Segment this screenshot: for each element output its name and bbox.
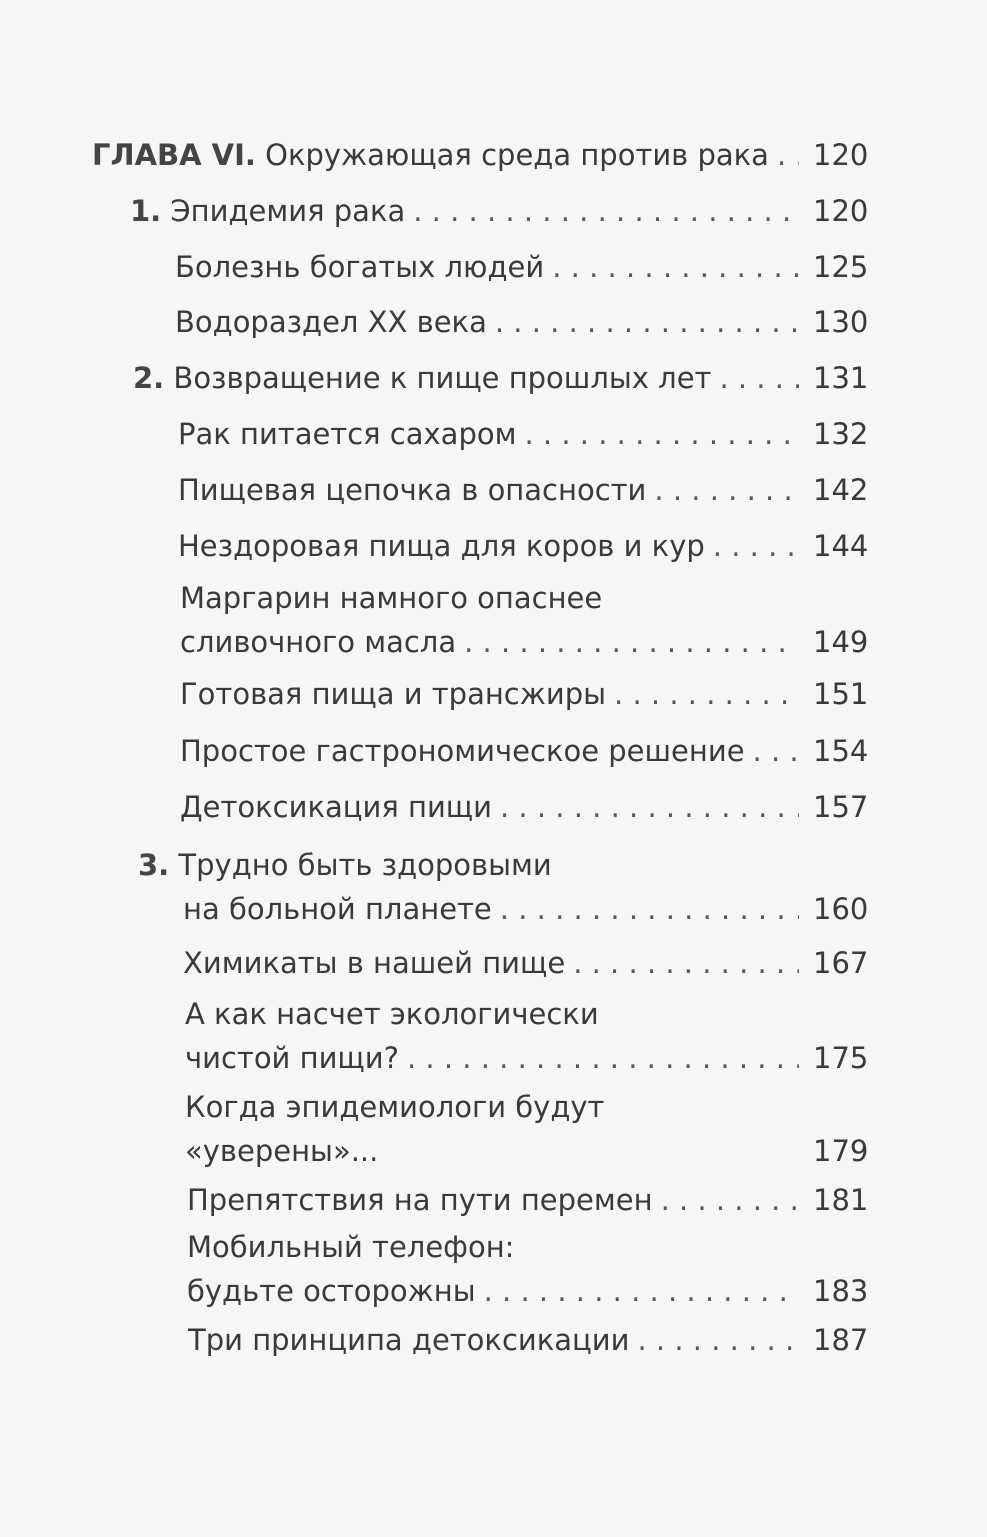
section-title: на больной планете: [183, 892, 492, 926]
leader-dots: [769, 133, 799, 177]
leader-dots: [456, 620, 799, 664]
leader-dots: [492, 887, 799, 931]
toc-entry: [180, 785, 867, 829]
toc-entry: [188, 1318, 867, 1362]
entry-title: Химикаты в нашей пище: [183, 946, 566, 980]
toc-entry: [178, 524, 867, 568]
page-number: 151: [813, 677, 869, 711]
page-number: 160: [813, 892, 869, 926]
leader-dots: [399, 1036, 799, 1080]
page-number: 187: [813, 1323, 869, 1357]
toc-section-3: [138, 843, 867, 931]
leader-dots: [544, 245, 799, 289]
page-number: 132: [813, 417, 869, 451]
leader-dots: [629, 1318, 799, 1362]
entry-title: Нездоровая пища для коров и кур: [178, 529, 705, 563]
entry-title: Готовая пища и трансжиры: [180, 677, 607, 711]
section-number: 1.: [130, 194, 162, 228]
toc-entry: [185, 992, 867, 1080]
page-number: 120: [813, 194, 869, 228]
entry-title-line1: А как насчет экологически: [185, 997, 599, 1031]
entry-title: будьте осторожны: [187, 1274, 476, 1308]
page-number: 154: [813, 734, 869, 768]
leader-dots: [745, 729, 799, 773]
toc-entry: [187, 1225, 867, 1313]
leader-dots: [492, 785, 799, 829]
toc-entry: [187, 1178, 867, 1222]
leader-dots: [405, 189, 799, 233]
entry-title: Рак питается сахаром: [178, 417, 517, 451]
page-number: 181: [813, 1183, 869, 1217]
entry-title: чистой пищи?: [185, 1041, 399, 1075]
entry-title: Детоксикация пищи: [180, 790, 492, 824]
entry-title: Пищевая цепочка в опасности: [178, 473, 647, 507]
toc-entry: [185, 1085, 867, 1173]
toc-entry: [183, 941, 867, 985]
entry-title-line1: Когда эпидемиологи будут: [185, 1090, 605, 1124]
leader-dots: [711, 356, 799, 400]
entry-title: Болезнь богатых людей: [175, 250, 545, 284]
page-number: 131: [813, 361, 869, 395]
leader-dots: [705, 524, 799, 568]
page-number: 130: [813, 305, 869, 339]
toc-entry: [175, 300, 867, 344]
leader-dots: [476, 1269, 799, 1313]
entry-title: «уверены»...: [185, 1134, 379, 1168]
section-number: 2.: [133, 361, 165, 395]
toc-entry: [180, 576, 867, 664]
section-title: Возвращение к пище прошлых лет: [173, 361, 712, 395]
page-number: 125: [813, 250, 869, 284]
page-number: 179: [813, 1134, 869, 1168]
page-number: 167: [813, 946, 869, 980]
toc-section-2: [133, 356, 867, 400]
entry-title: Простое гастрономическое решение: [180, 734, 745, 768]
toc-entry: [178, 468, 867, 512]
toc-entry: [178, 412, 867, 456]
page-number: 183: [813, 1274, 869, 1308]
toc-entry: [180, 672, 867, 716]
leader-dots: [653, 1178, 799, 1222]
toc-entry: [175, 245, 867, 289]
page-number: 149: [813, 625, 869, 659]
page-number: 144: [813, 529, 869, 563]
page-number: 175: [813, 1041, 869, 1075]
page-number: 142: [813, 473, 869, 507]
entry-title: сливочного масла: [180, 625, 457, 659]
leader-dots: [646, 468, 799, 512]
entry-title-line1: Мобильный телефон:: [187, 1230, 515, 1264]
leader-dots: [487, 300, 799, 344]
toc-section-1: [130, 189, 867, 233]
entry-title: Три принципа детоксикации: [188, 1323, 630, 1357]
toc-chapter: [92, 133, 867, 177]
section-number: 3.: [138, 848, 170, 882]
section-title: Эпидемия рака: [170, 194, 406, 228]
leader-dots: [606, 672, 799, 716]
chapter-label: ГЛАВА VI.: [92, 138, 256, 172]
page-number: 120: [813, 138, 869, 172]
leader-dots: [516, 412, 799, 456]
page-number: 157: [813, 790, 869, 824]
entry-title: Водораздел XX века: [175, 305, 487, 339]
chapter-title: Окружающая среда против рака: [265, 138, 769, 172]
leader-dots: [565, 941, 799, 985]
section-title-line1: Трудно быть здоровыми: [178, 848, 552, 882]
entry-title-line1: Маргарин намного опаснее: [180, 581, 603, 615]
toc-entry: [180, 729, 867, 773]
entry-title: Препятствия на пути перемен: [187, 1183, 653, 1217]
